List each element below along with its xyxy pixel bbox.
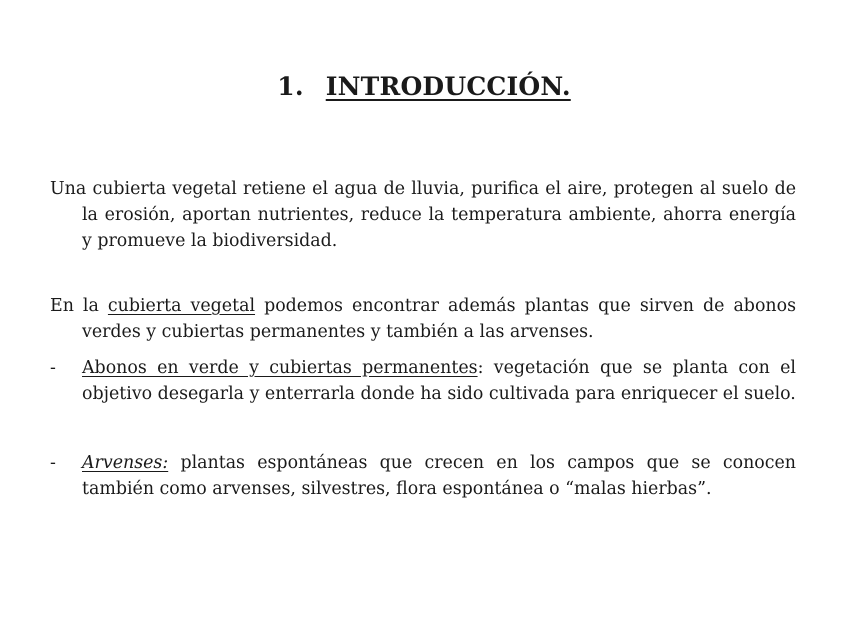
bullet-list-2 — [50, 450, 796, 502]
heading-number: 1. — [277, 72, 304, 101]
intro-paragraph-1 — [50, 176, 796, 254]
bullet-dash: - — [50, 453, 56, 473]
bullet-list-1 — [50, 355, 796, 407]
intro-paragraph-2 — [50, 293, 796, 345]
paragraph-2-underlined-term: cubierta vegetal — [107, 296, 256, 316]
bullet-term: Arvenses: — [82, 453, 169, 473]
bullet-text: plantas espontáneas que crecen en los campos que se conocen también como arvenses, silvestres, flora espontánea o “malas hierbas”. — [82, 453, 796, 499]
bullet-dash: - — [50, 358, 56, 378]
list-item — [50, 355, 796, 407]
list-item — [50, 450, 796, 502]
section-heading — [0, 72, 848, 101]
paragraph-2-before: En la — [50, 296, 108, 316]
paragraph-2-text — [50, 293, 796, 345]
bullet-text: : vegetación que se planta con el objetivo desegarla y enterrarla donde ha sido cultivada para enriquecer el suelo. — [82, 358, 796, 404]
paragraph-1-text: Una cubierta vegetal retiene el agua de lluvia, purifica el aire, protegen al suelo de la erosión, aportan nutrientes, reduce la temperatura ambiente, ahorra energía y promueve la biodiversidad. — [50, 179, 796, 251]
paragraph-2-after: podemos encontrar además plantas que sirven de abonos verdes y cubiertas permanentes y también a las arvenses. — [82, 296, 797, 342]
heading-title: INTRODUCCIÓN. — [325, 72, 571, 101]
bullet-term: Abonos en verde y cubiertas permanentes — [82, 358, 478, 378]
